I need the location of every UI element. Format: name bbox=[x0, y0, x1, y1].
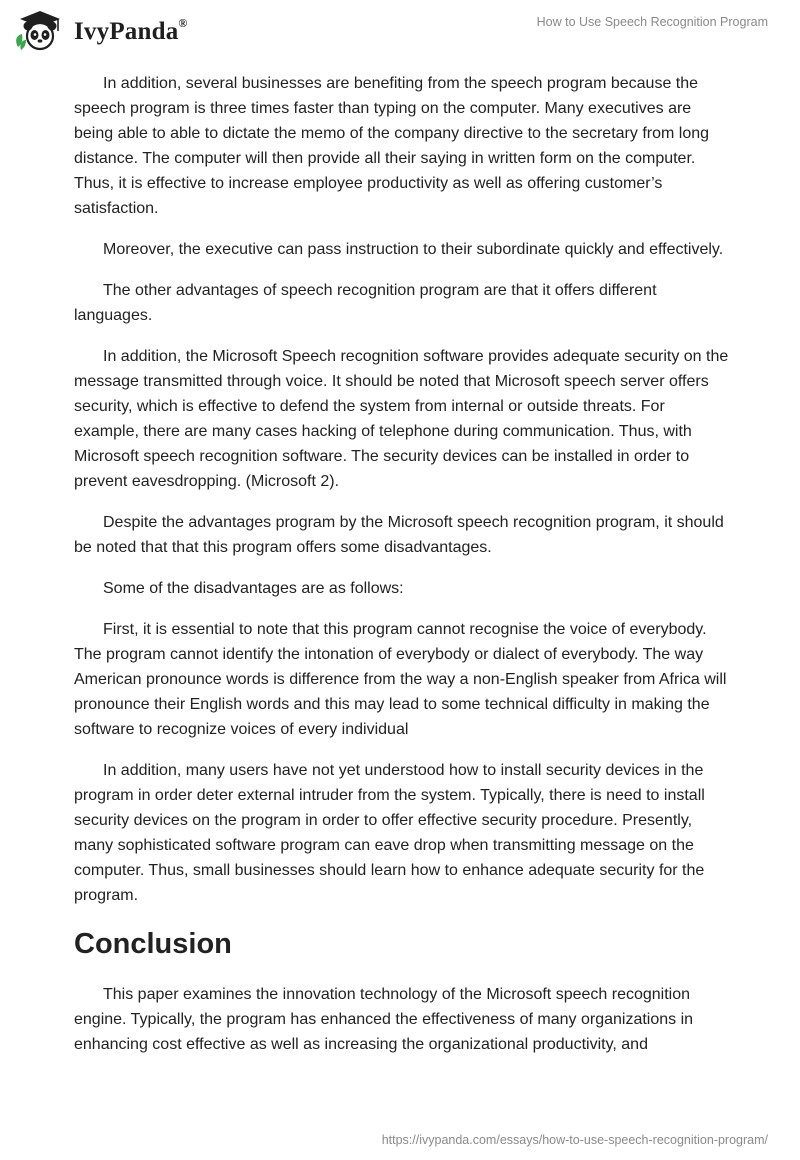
paragraph-disadvantages-list-intro: Some of the disadvantages are as follows: bbox=[103, 580, 404, 597]
source-url-link[interactable]: https://ivypanda.com/essays/how-to-use-speech-recognition-program/ bbox=[381, 1133, 768, 1147]
paragraph-voice-recognition: First, it is essential to note that this program cannot recognise the voice of everybody. The program cannot identify the intonation of everybody or dialect of everybody. The way American pronounce words is difference from the way a non-English speaker from Africa will pronounce their English words and this may lead to some technical difficulty in making the software to recognize voices of every individual bbox=[74, 621, 727, 738]
registered-mark: ® bbox=[178, 15, 188, 30]
paragraph-security-devices: In addition, many users have not yet understood how to install security devices in the program in order deter external intruder from the system. Typically, there is need to install security devices on the program in order to offer effective security procedure. Presently, many sophisticated software program can eave drop when transmitting message on the computer. Thus, small businesses should learn how to enhance adequate security for the program. bbox=[74, 762, 705, 904]
brand-name[interactable] bbox=[74, 15, 188, 46]
conclusion-heading: Conclusion bbox=[74, 928, 232, 960]
essay-content bbox=[74, 71, 730, 1073]
paragraph-languages: The other advantages of speech recognition program are that it offers different languages. bbox=[74, 282, 657, 324]
document-title: How to Use Speech Recognition Program bbox=[536, 15, 768, 29]
brand-name-text: IvyPanda bbox=[74, 18, 179, 45]
page-header bbox=[0, 0, 800, 60]
paragraph-conclusion: This paper examines the innovation technology of the Microsoft speech recognition engine. Typically, the program has enhanced the effectiveness of many organizations in enhancing cost effective as well as increasing the organizational productivity, and bbox=[74, 986, 694, 1053]
ivypanda-logo-icon[interactable] bbox=[14, 9, 66, 51]
paragraph-business-benefits: In addition, several businesses are benefiting from the speech program because the speech program is three times faster than typing on the computer. Many executives are being able to able to dictate the memo of the company directive to the secretary from long distance. The computer will then provide all their saying in written form on the computer. Thus, it is effective to increase employee productivity as well as offering customer’s satisfaction. bbox=[74, 75, 710, 217]
paragraph-disadvantages-intro: Despite the advantages program by the Microsoft speech recognition program, it should be noted that that this program offers some disadvantages. bbox=[74, 514, 724, 556]
paragraph-executive-instruction: Moreover, the executive can pass instruction to their subordinate quickly and effectively. bbox=[103, 241, 724, 258]
paragraph-security: In addition, the Microsoft Speech recognition software provides adequate security on the message transmitted through voice. It should be noted that Microsoft speech server offers security, which is effective to defend the system from internal or outside threats. For example, there are many cases hacking of telephone during communication. Thus, with Microsoft speech recognition software. The security devices can be installed in order to prevent eavesdropping. (Microsoft 2). bbox=[74, 348, 729, 490]
